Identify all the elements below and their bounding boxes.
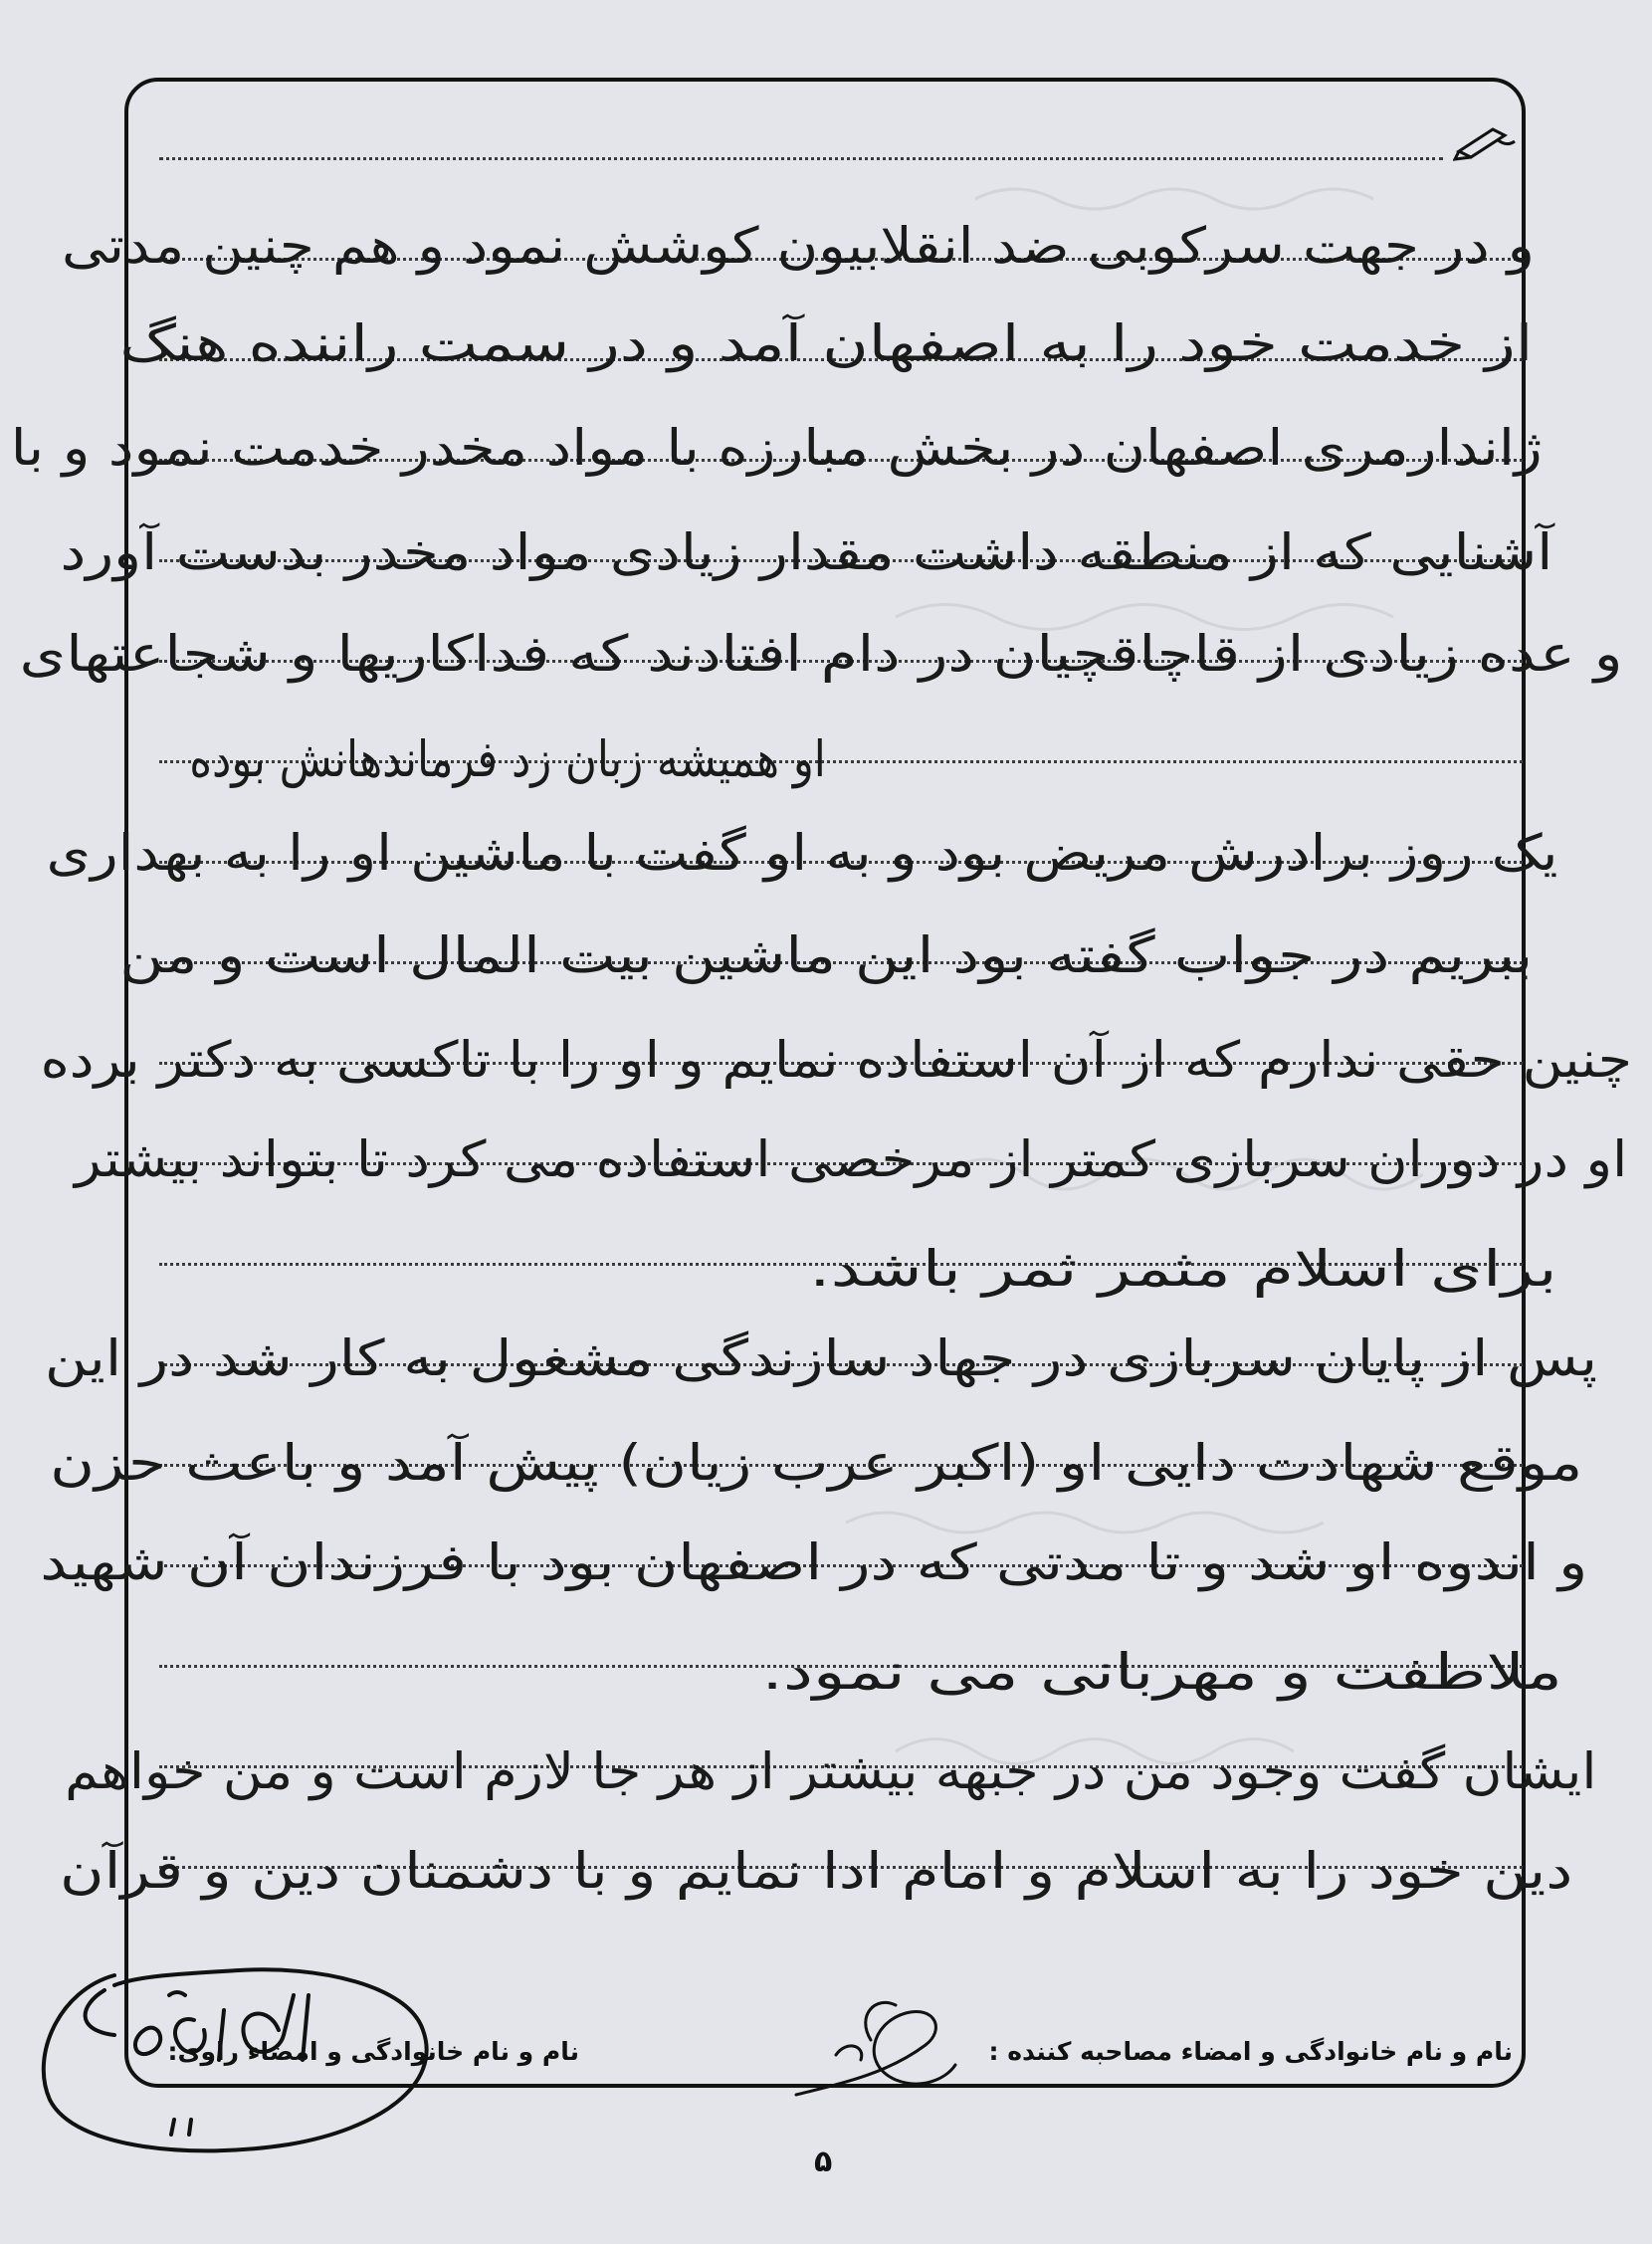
handwritten-line: برای اسلام مثمر ثمر باشد. — [809, 1240, 1557, 1298]
handwritten-line: یک روز برادرش مریض بود و به او گفت با ماشین او را به بهداری — [45, 824, 1557, 882]
handwritten-line: او در دوران سربازی کمتر از مرخصی استفاده می کرد تا بتواند بیشتر — [74, 1130, 1627, 1188]
handwritten-line: و در جهت سرکوبی ضد انقلابیون کوشش نمود و هم چنین مدتی — [61, 217, 1535, 275]
handwritten-line: دین خود را به اسلام و امام ادا نمایم و با دشمنان دین و قرآن — [59, 1842, 1572, 1900]
narrator-signature-label: نام و نام خانوادگی و امضاء راوی: — [167, 2037, 579, 2066]
footer — [159, 2025, 1513, 2075]
handwritten-line: موقع شهادت دایی او (اکبر عرب زیان) پیش آمد و باعث حزن — [49, 1434, 1582, 1492]
handwritten-line: ژاندارمری اصفهان در بخش مبارزه با مواد مخدر خدمت نمود و با — [10, 419, 1543, 477]
pen-icon — [1453, 121, 1517, 161]
handwritten-line: ایشان گفت وجود من در جبهه بیشتر از هر جا لازم است و من خواهم — [65, 1742, 1597, 1800]
handwritten-line: ببریم در جواب گفته بود این ماشین بیت المال است و من — [119, 926, 1533, 984]
ruled-line — [159, 157, 1443, 160]
handwritten-line: از خدمت خود را به اصفهان آمد و در سمت راننده هنگ — [119, 314, 1533, 372]
interviewer-signature-label: نام و نام خانوادگی و امضاء مصاحبه کننده : — [988, 2037, 1513, 2066]
handwritten-line: ملاطفت و مهربانی می نمود. — [761, 1643, 1562, 1701]
handwritten-line: و عده زیادی از قاچاقچیان در دام افتادند که فداکاریها و شجاعتهای — [19, 625, 1622, 683]
page-number: ۵ — [814, 2144, 833, 2179]
handwritten-line: چنین حقی ندارم که از آن استفاده نمایم و او را با تاکسی به دکتر برده — [40, 1031, 1632, 1089]
handwritten-line: آشنایی که از منطقه داشت مقدار زیادی مواد مخدر بدست آورد — [60, 523, 1552, 581]
handwritten-line: او همیشه زبان زد فرماندهانش بوده — [189, 730, 826, 788]
handwritten-line: و اندوه او شد و تا مدتی که در اصفهان بود با فرزندان آن شهید — [39, 1533, 1587, 1591]
handwritten-line: پس از پایان سربازی در جهاد سازندگی مشغول به کار شد در این — [44, 1329, 1597, 1387]
